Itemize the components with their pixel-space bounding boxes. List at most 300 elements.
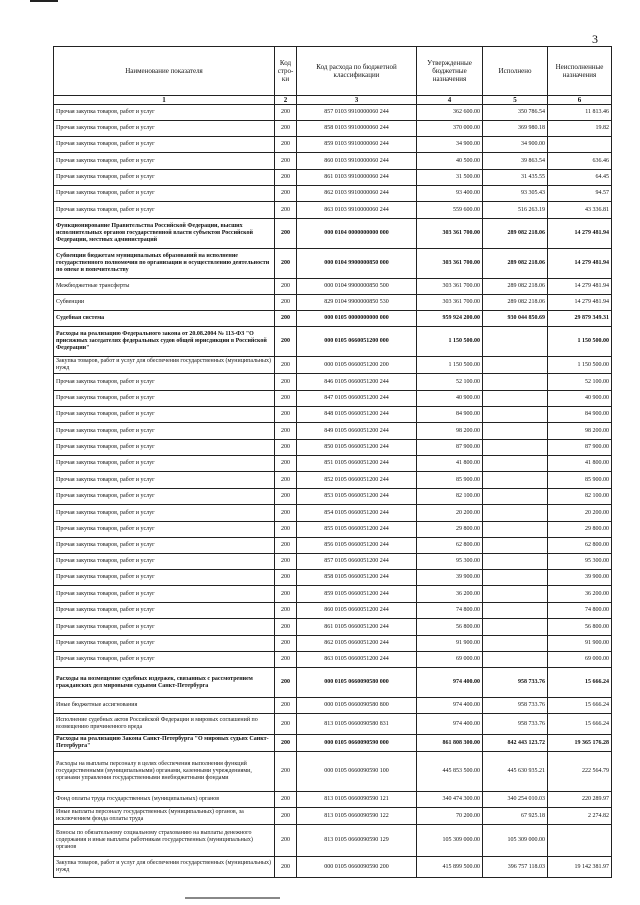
header-executed: Исполнено [483,47,548,96]
row-name: Прочая закупка товаров, работ и услуг [54,472,275,489]
row-budget-code: 000 0104 0000000000 000 [297,219,417,249]
row-name: Прочая закупка товаров, работ и услуг [54,456,275,472]
row-approved: 91 900.00 [417,636,483,652]
table-row [54,456,612,472]
row-name: Прочая закупка товаров, работ и услуг [54,121,275,137]
row-budget-code: 853 0105 0660051200 244 [297,489,417,505]
row-unexecuted: 56 800.00 [548,619,612,636]
row-line-code: 200 [275,808,297,825]
row-name: Прочая закупка товаров, работ и услуг [54,652,275,668]
table-row [54,219,612,249]
row-line-code: 200 [275,652,297,668]
row-name: Прочая закупка товаров, работ и услуг [54,586,275,603]
row-line-code: 200 [275,186,297,202]
row-budget-code: 813 0105 0660090590 122 [297,808,417,825]
row-unexecuted: 15 666.24 [548,714,612,735]
row-executed: 289 082 218.06 [483,219,548,249]
row-approved: 74 800.00 [417,603,483,619]
row-name: Расходы на выплаты персоналу в целях обеспечения выполнения функций государственными (муниципальными) органами, казенными учреждениями, органами управления государственными внебюджетными фондами [54,752,275,792]
row-unexecuted: 43 336.81 [548,202,612,219]
row-budget-code: 854 0105 0660051200 244 [297,505,417,522]
row-line-code: 200 [275,295,297,311]
row-executed [483,472,548,489]
column-number-row [54,96,612,105]
row-line-code: 200 [275,357,297,374]
row-executed: 105 309 000.00 [483,825,548,857]
row-budget-code: 859 0105 0660051200 244 [297,586,417,603]
row-line-code: 200 [275,505,297,522]
table-row [54,357,612,374]
row-unexecuted: 84 900.00 [548,407,612,423]
row-budget-code: 000 0105 0660051200 000 [297,327,417,357]
row-executed: 93 305.43 [483,186,548,202]
header-unexecuted: Неисполненные назначения [548,47,612,96]
row-unexecuted: 39 900.00 [548,570,612,586]
row-line-code: 200 [275,554,297,570]
table-row [54,668,612,698]
row-unexecuted: 15 666.24 [548,698,612,714]
row-approved: 62 800.00 [417,538,483,554]
row-executed: 369 980.18 [483,121,548,137]
row-unexecuted: 95 300.00 [548,554,612,570]
row-line-code: 200 [275,202,297,219]
row-name: Прочая закупка товаров, работ и услуг [54,105,275,121]
table-row [54,374,612,391]
row-approved: 29 800.00 [417,522,483,538]
row-executed: 350 786.54 [483,105,548,121]
row-approved: 41 800.00 [417,456,483,472]
table-row [54,423,612,440]
row-name: Взносы по обязательному социальному страхованию на выплаты денежного содержания и иные выплаты работникам государственных (муниципальных) органов [54,825,275,857]
row-approved: 39 900.00 [417,570,483,586]
table-row [54,586,612,603]
row-name: Прочая закупка товаров, работ и услуг [54,137,275,153]
row-unexecuted: 11 813.46 [548,105,612,121]
row-executed: 958 733.76 [483,668,548,698]
row-line-code: 200 [275,423,297,440]
row-line-code: 200 [275,857,297,878]
row-name: Межбюджетные трансферты [54,279,275,295]
row-executed [483,407,548,423]
row-executed: 340 254 010.03 [483,792,548,808]
row-executed: 445 630 935.21 [483,752,548,792]
table-row [54,652,612,668]
column-number: 5 [483,96,548,105]
table-row [54,407,612,423]
row-executed: 31 435.55 [483,170,548,186]
table-header-row [54,47,612,96]
page-number: 3 [592,32,598,46]
row-budget-code: 858 0105 0660051200 244 [297,570,417,586]
row-budget-code: 850 0105 0660051200 244 [297,440,417,456]
row-unexecuted: 29 800.00 [548,522,612,538]
row-unexecuted: 36 200.00 [548,586,612,603]
row-unexecuted: 2 274.82 [548,808,612,825]
table-row [54,391,612,407]
header-approved: Утвержденные бюджетные назначения [417,47,483,96]
row-line-code: 200 [275,636,297,652]
row-budget-code: 857 0103 9910000060 244 [297,105,417,121]
row-approved: 40 500.00 [417,153,483,170]
table-row [54,489,612,505]
row-executed: 289 082 218.06 [483,295,548,311]
row-executed [483,456,548,472]
row-executed: 958 733.76 [483,698,548,714]
row-unexecuted: 220 289.97 [548,792,612,808]
row-approved: 105 309 000.00 [417,825,483,857]
row-name: Функционирование Правительства Российской Федерации, высших исполнительных органов государственной власти субъектов Российской Федерации, местных администраций [54,219,275,249]
table-row [54,554,612,570]
row-line-code: 200 [275,603,297,619]
row-executed: 67 925.18 [483,808,548,825]
row-approved: 82 100.00 [417,489,483,505]
header-name: Наименование показателя [54,47,275,96]
row-approved: 36 200.00 [417,586,483,603]
row-approved: 56 800.00 [417,619,483,636]
row-unexecuted: 40 900.00 [548,391,612,407]
row-name: Прочая закупка товаров, работ и услуг [54,554,275,570]
row-unexecuted [548,825,612,857]
row-unexecuted: 85 900.00 [548,472,612,489]
row-budget-code: 849 0105 0660051200 244 [297,423,417,440]
row-budget-code: 000 0104 9900000850 500 [297,279,417,295]
row-executed [483,652,548,668]
row-name: Прочая закупка товаров, работ и услуг [54,440,275,456]
row-executed: 34 900.00 [483,137,548,153]
row-executed: 516 263.19 [483,202,548,219]
row-approved: 861 808 300.00 [417,735,483,752]
row-name: Прочая закупка товаров, работ и услуг [54,153,275,170]
row-budget-code: 860 0105 0660051200 244 [297,603,417,619]
row-line-code: 200 [275,472,297,489]
row-budget-code: 861 0105 0660051200 244 [297,619,417,636]
row-name: Прочая закупка товаров, работ и услуг [54,391,275,407]
row-approved: 40 900.00 [417,391,483,407]
row-name: Субвенции [54,295,275,311]
row-line-code: 200 [275,249,297,279]
table-row [54,153,612,170]
row-approved: 959 924 200.00 [417,311,483,327]
row-executed [483,489,548,505]
row-executed [483,619,548,636]
row-approved: 303 361 700.00 [417,295,483,311]
row-unexecuted: 29 879 349.31 [548,311,612,327]
row-budget-code: 852 0105 0660051200 244 [297,472,417,489]
row-line-code: 200 [275,698,297,714]
row-executed [483,440,548,456]
row-executed: 842 443 123.72 [483,735,548,752]
row-budget-code: 000 0105 0660090590 200 [297,857,417,878]
row-approved: 84 900.00 [417,407,483,423]
row-name: Прочая закупка товаров, работ и услуг [54,374,275,391]
row-unexecuted: 41 800.00 [548,456,612,472]
row-executed: 39 863.54 [483,153,548,170]
row-approved: 93 400.00 [417,186,483,202]
row-unexecuted [548,137,612,153]
row-approved: 974 400.00 [417,714,483,735]
row-executed [483,391,548,407]
row-executed [483,522,548,538]
row-executed [483,423,548,440]
row-unexecuted: 1 150 500.00 [548,357,612,374]
row-name: Прочая закупка товаров, работ и услуг [54,619,275,636]
row-unexecuted: 62 800.00 [548,538,612,554]
row-approved: 87 900.00 [417,440,483,456]
row-line-code: 200 [275,792,297,808]
row-line-code: 200 [275,586,297,603]
row-budget-code: 846 0105 0660051200 244 [297,374,417,391]
row-unexecuted: 74 800.00 [548,603,612,619]
table-row [54,105,612,121]
row-approved: 98 200.00 [417,423,483,440]
row-budget-code: 000 0105 0660090580 000 [297,668,417,698]
row-line-code: 200 [275,407,297,423]
column-number: 6 [548,96,612,105]
row-approved: 974 400.00 [417,698,483,714]
row-unexecuted: 14 279 481.94 [548,279,612,295]
row-line-code: 200 [275,391,297,407]
table-row [54,570,612,586]
table-body [54,105,612,878]
row-budget-code: 863 0103 9910000060 244 [297,202,417,219]
row-line-code: 200 [275,456,297,472]
table-row [54,295,612,311]
row-approved: 974 400.00 [417,668,483,698]
row-executed [483,357,548,374]
row-name: Прочая закупка товаров, работ и услуг [54,570,275,586]
row-unexecuted: 20 200.00 [548,505,612,522]
row-line-code: 200 [275,105,297,121]
row-unexecuted: 91 900.00 [548,636,612,652]
row-unexecuted: 94.57 [548,186,612,202]
row-executed [483,570,548,586]
row-line-code: 200 [275,121,297,137]
row-executed [483,636,548,652]
row-budget-code: 000 0105 0660090580 800 [297,698,417,714]
table-row [54,752,612,792]
table-row [54,808,612,825]
row-unexecuted: 52 100.00 [548,374,612,391]
row-approved: 415 899 500.00 [417,857,483,878]
table-row [54,698,612,714]
row-approved: 303 361 700.00 [417,249,483,279]
row-line-code: 200 [275,714,297,735]
row-line-code: 200 [275,538,297,554]
table-row [54,619,612,636]
column-number: 2 [275,96,297,105]
table-row [54,505,612,522]
row-line-code: 200 [275,153,297,170]
row-budget-code: 000 0105 0000000000 000 [297,311,417,327]
row-name: Фонд оплаты труда государственных (муниципальных) органов [54,792,275,808]
row-unexecuted: 636.46 [548,153,612,170]
row-budget-code: 848 0105 0660051200 244 [297,407,417,423]
row-approved: 70 200.00 [417,808,483,825]
row-budget-code: 862 0103 9910000060 244 [297,186,417,202]
table-row [54,472,612,489]
row-name: Прочая закупка товаров, работ и услуг [54,186,275,202]
top-edge-mark [30,0,58,2]
table-row [54,121,612,137]
table-row [54,311,612,327]
row-name: Прочая закупка товаров, работ и услуг [54,603,275,619]
row-executed: 289 082 218.06 [483,279,548,295]
table-row [54,202,612,219]
row-line-code: 200 [275,668,297,698]
row-name: Прочая закупка товаров, работ и услуг [54,636,275,652]
table-row [54,440,612,456]
row-budget-code: 862 0105 0660051200 244 [297,636,417,652]
row-budget-code: 856 0105 0660051200 244 [297,538,417,554]
row-unexecuted: 1 150 500.00 [548,327,612,357]
row-budget-code: 861 0103 9910000060 244 [297,170,417,186]
row-executed: 289 082 218.06 [483,249,548,279]
row-approved: 34 900.00 [417,137,483,153]
table-row [54,714,612,735]
row-name: Исполнение судебных актов Российской Федерации и мировых соглашений по возмещению причиненного вреда [54,714,275,735]
row-line-code: 200 [275,522,297,538]
row-budget-code: 813 0105 0660090590 121 [297,792,417,808]
row-unexecuted: 15 666.24 [548,668,612,698]
row-unexecuted: 98 200.00 [548,423,612,440]
row-line-code: 200 [275,327,297,357]
row-name: Расходы на возмещение судебных издержек, связанных с рассмотрением гражданских дел мировыми судьями Санкт-Петербурга [54,668,275,698]
row-approved: 85 900.00 [417,472,483,489]
column-number: 1 [54,96,275,105]
row-line-code: 200 [275,279,297,295]
table-row [54,279,612,295]
row-budget-code: 829 0104 9900000850 530 [297,295,417,311]
row-line-code: 200 [275,735,297,752]
row-line-code: 200 [275,825,297,857]
row-executed: 958 733.76 [483,714,548,735]
row-budget-code: 851 0105 0660051200 244 [297,456,417,472]
row-approved: 52 100.00 [417,374,483,391]
row-executed [483,554,548,570]
row-line-code: 200 [275,619,297,636]
table-row [54,327,612,357]
row-executed [483,586,548,603]
row-name: Прочая закупка товаров, работ и услуг [54,505,275,522]
row-name: Расходы на реализацию Закона Санкт-Петербурга "О мировых судьях Санкт-Петербурга" [54,735,275,752]
table-row [54,249,612,279]
row-line-code: 200 [275,311,297,327]
row-budget-code: 813 0105 0660090590 129 [297,825,417,857]
row-approved: 303 361 700.00 [417,219,483,249]
row-name: Закупка товаров, работ и услуг для обеспечения государственных (муниципальных) нужд [54,357,275,374]
row-budget-code: 857 0105 0660051200 244 [297,554,417,570]
row-name: Иные выплаты персоналу государственных (муниципальных) органов, за исключением фонда оплаты труда [54,808,275,825]
row-unexecuted: 14 279 481.94 [548,219,612,249]
bottom-edge-mark [185,897,280,899]
budget-execution-table [53,46,612,878]
row-name: Прочая закупка товаров, работ и услуг [54,170,275,186]
row-name: Прочая закупка товаров, работ и услуг [54,202,275,219]
row-unexecuted: 69 000.00 [548,652,612,668]
row-executed [483,538,548,554]
row-line-code: 200 [275,570,297,586]
table-row [54,522,612,538]
table-row [54,825,612,857]
row-executed: 930 044 850.69 [483,311,548,327]
row-approved: 31 500.00 [417,170,483,186]
row-approved: 1 150 500.00 [417,327,483,357]
row-budget-code: 813 0105 0660090580 831 [297,714,417,735]
column-number: 4 [417,96,483,105]
row-budget-code: 847 0105 0660051200 244 [297,391,417,407]
row-approved: 370 000.00 [417,121,483,137]
row-line-code: 200 [275,137,297,153]
table-row [54,603,612,619]
row-name: Иные бюджетные ассигнования [54,698,275,714]
row-approved: 69 000.00 [417,652,483,668]
row-approved: 445 853 500.00 [417,752,483,792]
row-unexecuted: 82 100.00 [548,489,612,505]
row-unexecuted: 19 142 381.97 [548,857,612,878]
row-unexecuted: 19 365 176.28 [548,735,612,752]
row-executed: 396 757 118.03 [483,857,548,878]
row-executed [483,505,548,522]
row-line-code: 200 [275,219,297,249]
row-line-code: 200 [275,440,297,456]
row-name: Закупка товаров, работ и услуг для обеспечения государственных (муниципальных) нужд [54,857,275,878]
table-row [54,636,612,652]
row-executed [483,374,548,391]
row-approved: 1 150 500.00 [417,357,483,374]
row-budget-code: 860 0103 9910000060 244 [297,153,417,170]
header-line-code: Код стро-ки [275,47,297,96]
table-row [54,857,612,878]
row-approved: 559 600.00 [417,202,483,219]
row-executed [483,327,548,357]
row-unexecuted: 87 900.00 [548,440,612,456]
row-approved: 20 200.00 [417,505,483,522]
table-row [54,538,612,554]
row-line-code: 200 [275,170,297,186]
row-name: Прочая закупка товаров, работ и услуг [54,538,275,554]
row-budget-code: 863 0105 0660051200 244 [297,652,417,668]
row-budget-code: 000 0105 0660090590 000 [297,735,417,752]
row-budget-code: 000 0105 0660051200 200 [297,357,417,374]
row-executed [483,603,548,619]
row-line-code: 200 [275,752,297,792]
row-line-code: 200 [275,489,297,505]
row-name: Прочая закупка товаров, работ и услуг [54,407,275,423]
row-budget-code: 000 0105 0660090590 100 [297,752,417,792]
row-unexecuted: 222 564.79 [548,752,612,792]
row-name: Прочая закупка товаров, работ и услуг [54,423,275,440]
row-line-code: 200 [275,374,297,391]
row-name: Субвенции бюджетам муниципальных образований на исполнение государственного полномочия по организации и осуществлению деятельности по опеке и попечительству [54,249,275,279]
table-row [54,170,612,186]
row-approved: 340 474 300.00 [417,792,483,808]
row-name: Прочая закупка товаров, работ и услуг [54,522,275,538]
table-row [54,735,612,752]
row-budget-code: 855 0105 0660051200 244 [297,522,417,538]
table-row [54,792,612,808]
row-name: Прочая закупка товаров, работ и услуг [54,489,275,505]
row-name: Расходы на реализацию Федерального закона от 20.08.2004 № 113-ФЗ "О присяжных заседателях федеральных судов общей юрисдикции в Российской Федерации" [54,327,275,357]
header-budget-code: Код расхода по бюджетной классификации [297,47,417,96]
table-row [54,186,612,202]
row-unexecuted: 19.82 [548,121,612,137]
row-budget-code: 858 0103 9910000060 244 [297,121,417,137]
row-approved: 362 600.00 [417,105,483,121]
table-row [54,137,612,153]
row-unexecuted: 14 279 481.94 [548,295,612,311]
row-name: Судебная система [54,311,275,327]
row-unexecuted: 14 279 481.94 [548,249,612,279]
